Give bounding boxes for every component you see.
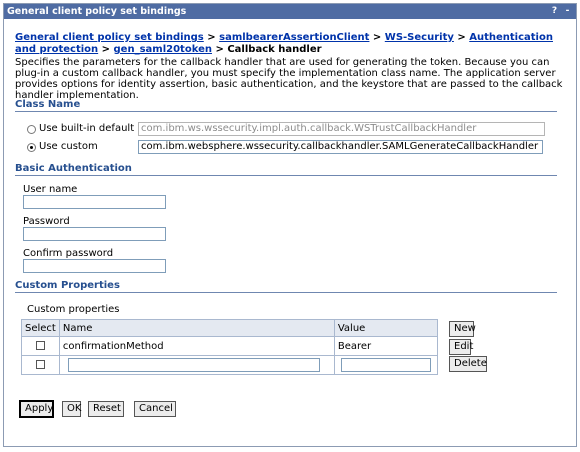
section-custom-properties: Custom Properties bbox=[15, 280, 557, 293]
table-row-new bbox=[22, 356, 438, 375]
use-custom-radio[interactable] bbox=[27, 143, 36, 152]
cancel-button[interactable]: Cancel bbox=[134, 401, 176, 417]
row-select-checkbox[interactable] bbox=[36, 341, 45, 350]
confirm-password-label: Confirm password bbox=[23, 248, 114, 259]
section-basic-auth: Basic Authentication bbox=[15, 163, 557, 176]
property-value-cell: Bearer bbox=[334, 337, 437, 356]
password-input[interactable] bbox=[23, 227, 166, 241]
table-row bbox=[22, 337, 438, 356]
use-custom-label: Use custom bbox=[39, 141, 98, 152]
section-class-name: Class Name bbox=[15, 99, 557, 112]
breadcrumb-link-auth-protection[interactable]: Authentication and protection bbox=[15, 32, 553, 55]
table-header-row bbox=[22, 320, 438, 337]
username-input[interactable] bbox=[23, 195, 166, 209]
portlet-titlebar bbox=[4, 4, 576, 19]
portlet-title: General client policy set bindings bbox=[7, 6, 187, 17]
confirm-password-input[interactable] bbox=[23, 259, 166, 273]
breadcrumb-link-policy-set-bindings[interactable]: General client policy set bindings bbox=[15, 32, 204, 43]
help-icon[interactable]: ? bbox=[551, 6, 558, 16]
new-button[interactable]: New bbox=[449, 321, 474, 337]
breadcrumb-current: Callback handler bbox=[227, 44, 322, 55]
builtin-class-field[interactable]: com.ibm.ws.wssecurity.impl.auth.callback.WSTrustCallbackHandler bbox=[138, 122, 545, 136]
apply-button[interactable]: Apply bbox=[20, 401, 53, 417]
column-header-name[interactable]: Name bbox=[59, 320, 334, 337]
page-description: Specifies the parameters for the callback handler that are used for generating the token. Because you can plug-in a custom callback handler, you must specify the implementation class name. The application server provides options for identity assertion, basic authentication, and the keystore that are passed to the callback handler implementation. bbox=[15, 57, 563, 101]
reset-button[interactable]: Reset bbox=[88, 401, 124, 417]
password-label: Password bbox=[23, 216, 70, 227]
username-label: User name bbox=[23, 184, 78, 195]
edit-button[interactable]: Edit bbox=[449, 339, 471, 355]
ok-button[interactable]: OK bbox=[62, 401, 81, 417]
custom-properties-caption: Custom properties bbox=[27, 304, 120, 315]
breadcrumb-link-gen-saml20token[interactable]: gen_saml20token bbox=[113, 44, 212, 55]
builtin-default-radio[interactable] bbox=[27, 125, 36, 134]
builtin-default-label: Use built-in default bbox=[39, 123, 135, 134]
custom-properties-table bbox=[21, 319, 438, 375]
column-header-value[interactable]: Value bbox=[334, 320, 437, 337]
new-row-select-checkbox[interactable] bbox=[36, 360, 45, 369]
property-name-cell: confirmationMethod bbox=[59, 337, 334, 356]
breadcrumb: General client policy set bindings > samlbearerAssertionClient > WS-Security > Authentication and protection > gen_saml20token > Callback handler bbox=[15, 32, 553, 55]
custom-class-field[interactable]: com.ibm.websphere.wssecurity.callbackhandler.SAMLGenerateCallbackHandler bbox=[138, 140, 543, 154]
breadcrumb-link-ws-security[interactable]: WS-Security bbox=[384, 32, 454, 43]
new-property-name-input[interactable] bbox=[68, 358, 320, 372]
new-property-value-input[interactable] bbox=[341, 358, 431, 372]
column-header-select: Select bbox=[22, 320, 60, 337]
minimize-icon[interactable]: - bbox=[565, 6, 570, 16]
breadcrumb-link-samlbearer[interactable]: samlbearerAssertionClient bbox=[219, 32, 370, 43]
delete-button[interactable]: Delete bbox=[449, 356, 487, 372]
